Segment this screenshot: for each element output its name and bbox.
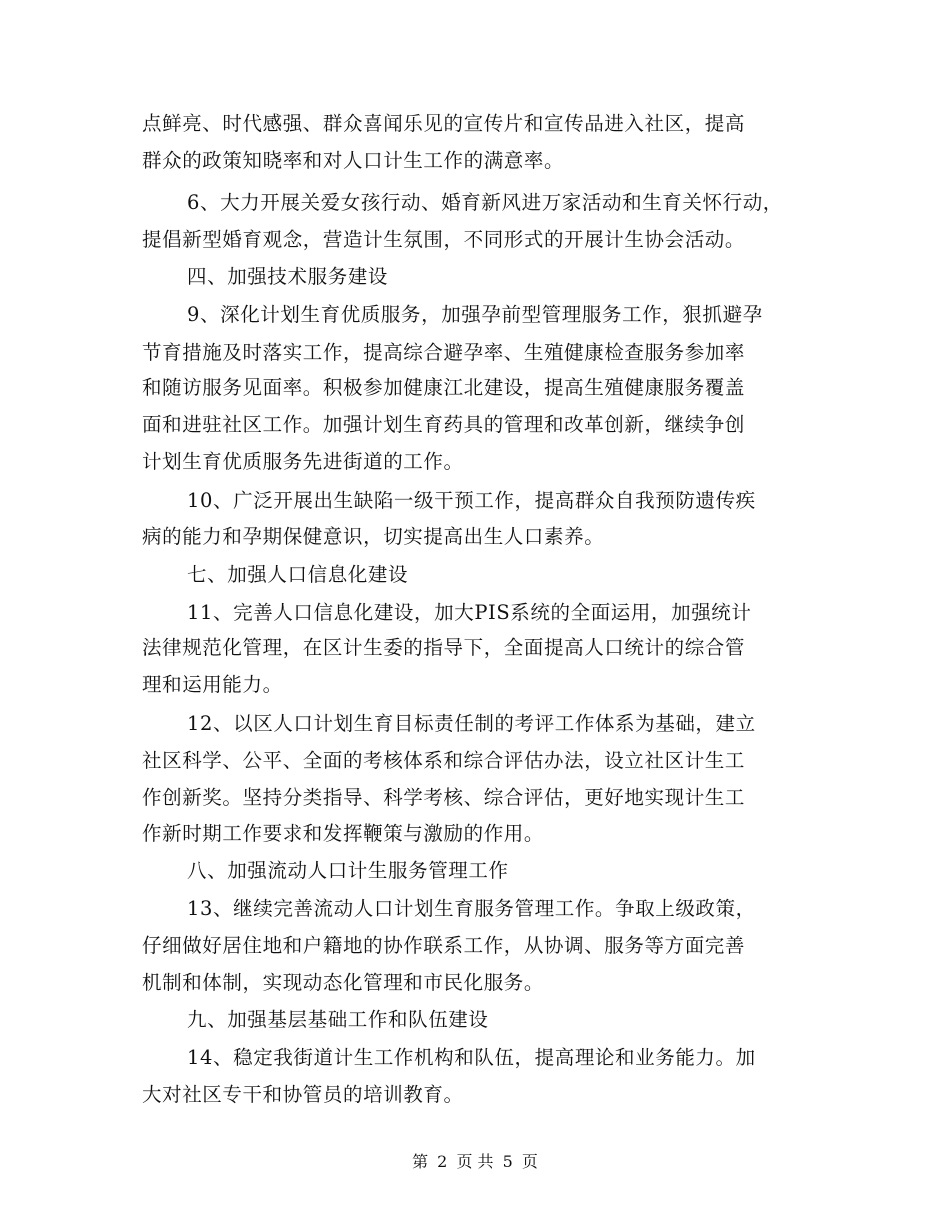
text-line: 点鲜亮、时代感强、群众喜闻乐见的宣传片和宣传品进入社区，提高 xyxy=(142,112,746,135)
text-line: 节育措施及时落实工作，提高综合避孕率、生殖健康检查服务参加率 xyxy=(142,341,746,364)
text-line: 和随访服务见面率。积极参加健康江北建设，提高生殖健康服务覆盖 xyxy=(142,376,746,399)
text-line: 仔细做好居住地和户籍地的协作联系工作，从协调、服务等方面完善 xyxy=(142,934,746,957)
page-footer xyxy=(0,1152,950,1172)
text-line: 大对社区专干和协管员的培训教育。 xyxy=(142,1083,464,1106)
footer-prefix: 第 xyxy=(412,1152,429,1171)
text-line: 提倡新型婚育观念，营造计生氛围，不同形式的开展计生协会活动。 xyxy=(142,228,746,251)
text-line: 13、继续完善流动人口计划生育服务管理工作。争取上级政策， xyxy=(187,897,756,920)
section-heading: 八、加强流动人口计生服务管理工作 xyxy=(187,859,509,882)
section-heading: 九、加强基层基础工作和队伍建设 xyxy=(187,1008,489,1031)
text-line: 14、稳定我街道计生工作机构和队伍，提高理论和业务能力。加 xyxy=(187,1046,756,1069)
text-line: 11、完善人口信息化建设，加大PIS系统的全面运用，加强统计 xyxy=(187,601,752,624)
text-line: 面和进驻社区工作。加强计划生育药具的管理和改革创新，继续争创 xyxy=(142,413,746,436)
text-line: 作创新奖。坚持分类指导、科学考核、综合评估，更好地实现计生工 xyxy=(142,786,746,809)
text-line: 6、大力开展关爱女孩行动、婚育新风进万家活动和生育关怀行动， xyxy=(187,191,783,214)
current-page-number: 2 xyxy=(437,1152,448,1171)
text-line: 机制和体制，实现动态化管理和市民化服务。 xyxy=(142,971,545,994)
footer-suffix: 页 xyxy=(521,1152,538,1171)
text-line: 社区科学、公平、全面的考核体系和综合评估办法，设立社区计生工 xyxy=(142,749,746,772)
text-line: 9、深化计划生育优质服务，加强孕前型管理服务工作，狠抓避孕 xyxy=(187,303,763,326)
text-line: 法律规范化管理，在区计生委的指导下，全面提高人口统计的综合管 xyxy=(142,636,746,659)
total-pages-number: 5 xyxy=(502,1152,513,1171)
text-line: 群众的政策知晓率和对人口计生工作的满意率。 xyxy=(142,149,565,172)
text-line: 理和运用能力。 xyxy=(142,673,283,696)
text-line: 作新时期工作要求和发挥鞭策与激励的作用。 xyxy=(142,822,545,845)
text-line: 12、以区人口计划生育目标责任制的考评工作体系为基础，建立 xyxy=(187,712,756,735)
section-heading: 七、加强人口信息化建设 xyxy=(187,563,409,586)
text-line: 10、广泛开展出生缺陷一级干预工作，提高群众自我预防遗传疾 xyxy=(187,489,756,512)
text-line: 计划生育优质服务先进街道的工作。 xyxy=(142,450,464,473)
text-line: 病的能力和孕期保健意识，切实提高出生人口素养。 xyxy=(142,525,605,548)
footer-middle: 页 共 xyxy=(456,1152,494,1171)
section-heading: 四、加强技术服务建设 xyxy=(187,265,389,288)
